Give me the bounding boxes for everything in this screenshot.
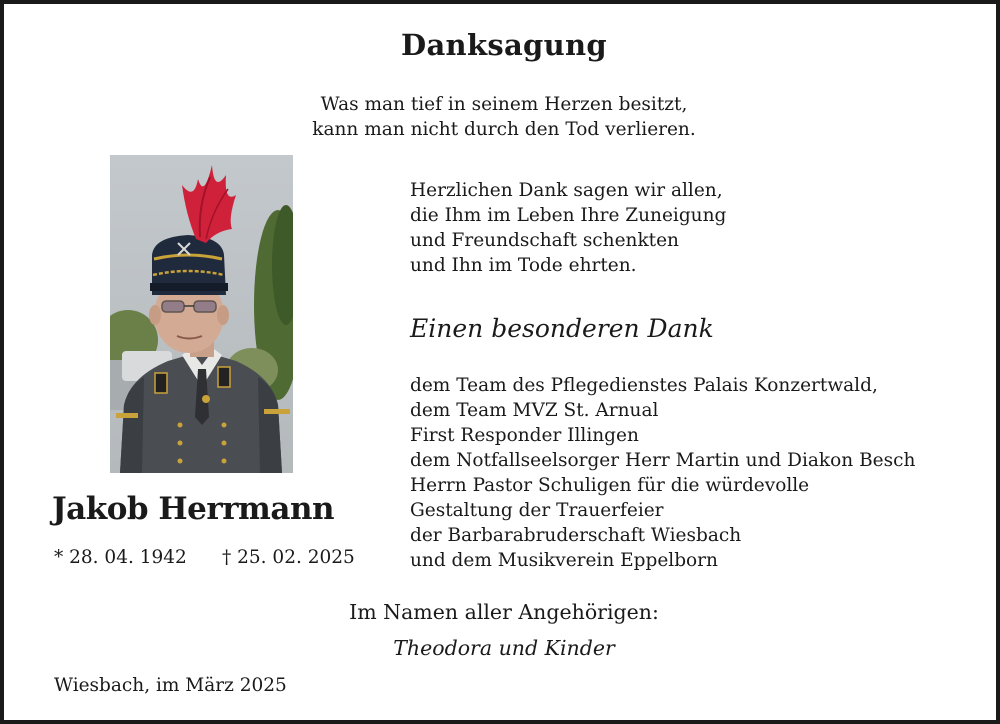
closing-line: Im Namen aller Angehörigen: <box>349 600 659 624</box>
list-item: Gestaltung der Trauerfeier <box>410 500 664 521</box>
list-item: dem Team MVZ St. Arnual <box>410 400 659 421</box>
life-dates <box>54 547 355 568</box>
birth-date: * 28. 04. 1942 <box>54 547 187 568</box>
quote-line: Was man tief in seinem Herzen besitzt, <box>320 94 688 115</box>
special-thanks-list <box>410 373 915 573</box>
list-item: dem Team des Pflegedienstes Palais Konzertwald, <box>410 375 878 396</box>
death-date: † 25. 02. 2025 <box>222 547 355 568</box>
family-signature: Theodora und Kinder <box>393 636 615 660</box>
memorial-quote <box>4 92 1000 142</box>
thanks-text <box>410 178 726 278</box>
portrait-photo <box>110 155 293 473</box>
list-item: Herrn Pastor Schuligen für die würdevolle <box>410 475 810 496</box>
deceased-name: Jakob Herrmann <box>52 491 335 527</box>
quote-line: kann man nicht durch den Tod verlieren. <box>312 119 696 140</box>
list-item: und dem Musikverein Eppelborn <box>410 550 718 571</box>
special-thanks-heading: Einen besonderen Dank <box>410 314 714 343</box>
list-item: First Responder Illingen <box>410 425 639 446</box>
notice-title: Danksagung <box>401 28 607 62</box>
thanks-line: und Freundschaft schenkten <box>410 230 679 251</box>
thanks-line: die Ihm im Leben Ihre Zuneigung <box>410 205 727 226</box>
list-item: der Barbarabruderschaft Wiesbach <box>410 525 742 546</box>
thanks-line: Herzlichen Dank sagen wir allen, <box>410 180 723 201</box>
thanks-line: und Ihn im Tode ehrten. <box>410 255 637 276</box>
list-item: dem Notfallseelsorger Herr Martin und Diakon Besch <box>410 450 916 471</box>
place-date: Wiesbach, im März 2025 <box>54 675 287 696</box>
